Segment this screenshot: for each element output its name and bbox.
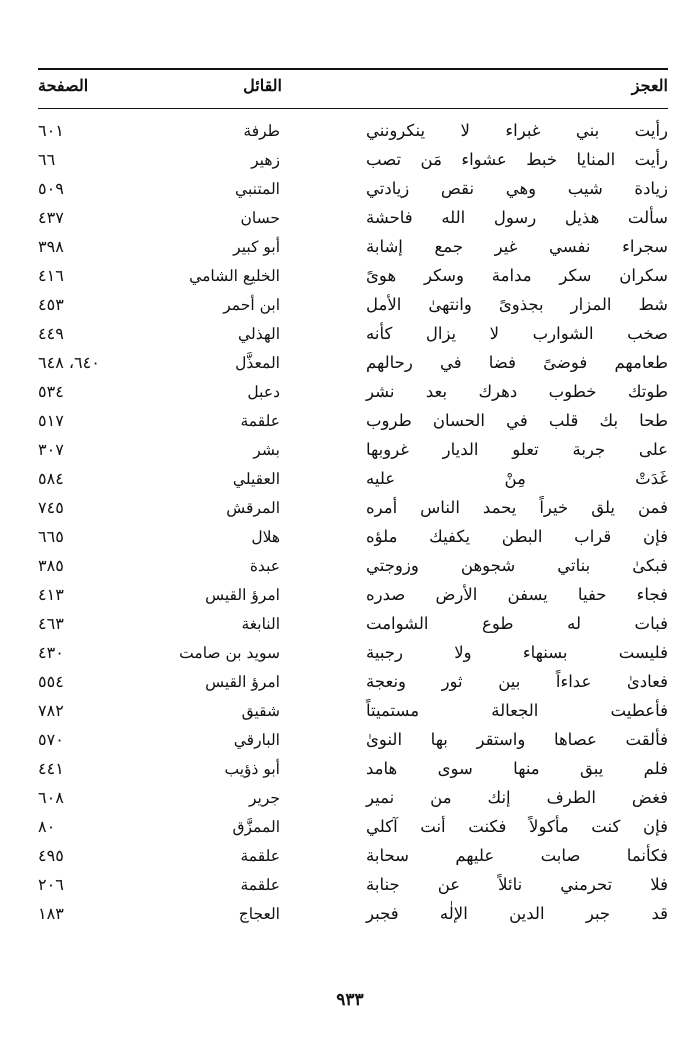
top-rule bbox=[38, 68, 668, 70]
verse-text: فكأنما صابت عليهم سحابة bbox=[366, 846, 668, 865]
page-reference: ٧٨٢ bbox=[38, 701, 64, 720]
page-reference: ٥١٧ bbox=[38, 411, 64, 430]
speaker-name: جرير bbox=[249, 789, 280, 807]
speaker-name: العجاج bbox=[238, 905, 280, 923]
page-reference: ٤٣٧ bbox=[38, 208, 64, 227]
verse-text: فمن يلق خيراً يحمد الناس أمره bbox=[366, 498, 668, 517]
page-reference: ٧٤٥ bbox=[38, 498, 64, 517]
verse-text: فغض الطرف إنك من نمير bbox=[366, 788, 668, 807]
index-row bbox=[38, 755, 668, 784]
speaker-name: عبدة bbox=[249, 557, 280, 575]
page-reference: ٣٩٨ bbox=[38, 237, 64, 256]
verse-text: سألت هذيل رسول الله فاحشة bbox=[366, 208, 668, 227]
verse-text: غَدَتْ مِنْ عليه bbox=[366, 469, 668, 488]
index-row bbox=[38, 581, 668, 610]
speaker-name: شقيق bbox=[241, 702, 280, 720]
page-reference: ٦٤٠، ٦٤٨ bbox=[38, 353, 100, 372]
index-row bbox=[38, 407, 668, 436]
index-row bbox=[38, 639, 668, 668]
verse-text: فأعطيت الجعالة مستميتاً bbox=[366, 701, 668, 720]
verse-text: طحا بك قلب في الحسان طروب bbox=[366, 411, 668, 430]
speaker-name: حسان bbox=[240, 209, 280, 227]
header-page: الصفحة bbox=[38, 76, 89, 95]
speaker-name: المعذَّل bbox=[235, 354, 280, 372]
verse-text: قد جبر الدين الإلٰه فجبر bbox=[366, 904, 668, 923]
index-row bbox=[38, 900, 668, 929]
header-verse: العجز bbox=[631, 76, 668, 95]
page-reference: ١٨٣ bbox=[38, 904, 64, 923]
index-row bbox=[38, 813, 668, 842]
verse-text: على جربة تعلو الديار غروبها bbox=[366, 440, 668, 459]
page-reference: ٦٠١ bbox=[38, 121, 64, 140]
page-reference: ٣٠٧ bbox=[38, 440, 64, 459]
verse-text: فلم يبق منها سوى هامد bbox=[366, 759, 668, 778]
verse-text: فجاء حفيا يسفن الأرض صدره bbox=[366, 585, 668, 604]
speaker-name: الهذلي bbox=[238, 325, 280, 343]
verse-text: رأيت بني غبراء لا ينكرونني bbox=[366, 121, 668, 140]
verse-text: طوتك خطوب دهرك بعد نشر bbox=[366, 382, 668, 401]
page-reference: ٥٧٠ bbox=[38, 730, 64, 749]
verse-text: فبات له طوع الشوامت bbox=[366, 614, 668, 633]
index-table bbox=[38, 117, 668, 929]
page-reference: ٦٦٥ bbox=[38, 527, 64, 546]
index-row bbox=[38, 610, 668, 639]
index-row bbox=[38, 175, 668, 204]
index-row bbox=[38, 204, 668, 233]
header-speaker: القائل bbox=[243, 76, 282, 95]
speaker-name: العقيلي bbox=[232, 470, 280, 488]
speaker-name: سويد بن صامت bbox=[179, 644, 280, 662]
page-reference: ٤٤١ bbox=[38, 759, 64, 778]
speaker-name: المرقش bbox=[226, 499, 280, 517]
verse-text: فلا تحرمني نائلاً عن جنابة bbox=[366, 875, 668, 894]
speaker-name: الخليع الشامي bbox=[189, 267, 280, 285]
verse-text: فليست بسنهاء ولا رجبية bbox=[366, 643, 668, 662]
verse-text: رأيت المنايا خبط عشواء مَن تصب bbox=[366, 150, 668, 169]
speaker-name: البارقي bbox=[233, 731, 280, 749]
speaker-name: أبو ذؤيب bbox=[224, 760, 280, 778]
verse-text: صخب الشوارب لا يزال كأنه bbox=[366, 324, 668, 343]
page-reference: ٨٠ bbox=[38, 817, 56, 836]
verse-text: شط المزار بجذوىً وانتهىٰ الأمل bbox=[366, 295, 668, 314]
index-row bbox=[38, 842, 668, 871]
verse-text: فعادىٰ عداءاً بين ثور ونعجة bbox=[366, 672, 668, 691]
page-reference: ٤١٣ bbox=[38, 585, 64, 604]
speaker-name: النابغة bbox=[241, 615, 280, 633]
index-row bbox=[38, 291, 668, 320]
index-row bbox=[38, 117, 668, 146]
page-reference: ٤٩٥ bbox=[38, 846, 64, 865]
speaker-name: علقمة bbox=[240, 412, 280, 430]
speaker-name: دعبل bbox=[247, 383, 280, 401]
speaker-name: الممزَّق bbox=[232, 818, 280, 836]
index-row bbox=[38, 523, 668, 552]
speaker-name: ابن أحمر bbox=[223, 296, 280, 314]
speaker-name: طرفة bbox=[243, 122, 280, 140]
index-row bbox=[38, 552, 668, 581]
speaker-name: امرؤ القيس bbox=[205, 586, 280, 604]
index-row bbox=[38, 146, 668, 175]
page-reference: ٥٣٤ bbox=[38, 382, 64, 401]
page-reference: ٤٥٣ bbox=[38, 295, 64, 314]
speaker-name: هلال bbox=[251, 528, 280, 546]
page-reference: ٥٥٤ bbox=[38, 672, 64, 691]
index-row bbox=[38, 668, 668, 697]
index-row bbox=[38, 871, 668, 900]
index-row bbox=[38, 378, 668, 407]
verse-text: فإن كنت مأكولاً فكنت أنت آكلي bbox=[366, 817, 668, 836]
page-reference: ٥٨٤ bbox=[38, 469, 64, 488]
page-reference: ٤٤٩ bbox=[38, 324, 64, 343]
page-reference: ٤٦٣ bbox=[38, 614, 64, 633]
index-row bbox=[38, 494, 668, 523]
speaker-name: علقمة bbox=[240, 847, 280, 865]
page-reference: ٦٠٨ bbox=[38, 788, 64, 807]
index-row bbox=[38, 436, 668, 465]
index-row bbox=[38, 697, 668, 726]
verse-text: طعامهم فوضىً فضا في رحالهم bbox=[366, 353, 668, 372]
index-row bbox=[38, 726, 668, 755]
verse-text: سجراء نفسي غير جمع إشابة bbox=[366, 237, 668, 256]
speaker-name: علقمة bbox=[240, 876, 280, 894]
table-header bbox=[38, 72, 668, 106]
index-row bbox=[38, 784, 668, 813]
page-number: ٩٣٣ bbox=[336, 990, 364, 1010]
index-row bbox=[38, 349, 668, 378]
header-rule bbox=[38, 108, 668, 109]
page-reference: ٤٣٠ bbox=[38, 643, 64, 662]
index-row bbox=[38, 262, 668, 291]
page-reference: ٤١٦ bbox=[38, 266, 64, 285]
verse-text: فألقت عصاها واستقر بها النوىٰ bbox=[366, 730, 668, 749]
verse-text: فإن قراب البطن يكفيك ملؤه bbox=[366, 527, 668, 546]
page-reference: ٦٦ bbox=[38, 150, 56, 169]
speaker-name: المتنبي bbox=[235, 180, 280, 198]
page-reference: ٥٠٩ bbox=[38, 179, 64, 198]
page-reference: ٣٨٥ bbox=[38, 556, 64, 575]
speaker-name: بشر bbox=[253, 441, 280, 459]
verse-text: زيادة شيب وهي نقص زيادتي bbox=[366, 179, 668, 198]
page-reference: ٢٠٦ bbox=[38, 875, 64, 894]
verse-text: سكران سكر مدامة وسكر هوىً bbox=[366, 266, 668, 285]
verse-text: فبكىٰ بناتي شجوهن وزوجتي bbox=[366, 556, 668, 575]
index-row bbox=[38, 233, 668, 262]
speaker-name: امرؤ القيس bbox=[205, 673, 280, 691]
index-row bbox=[38, 465, 668, 494]
speaker-name: أبو كبير bbox=[233, 238, 280, 256]
index-row bbox=[38, 320, 668, 349]
speaker-name: زهير bbox=[251, 151, 280, 169]
